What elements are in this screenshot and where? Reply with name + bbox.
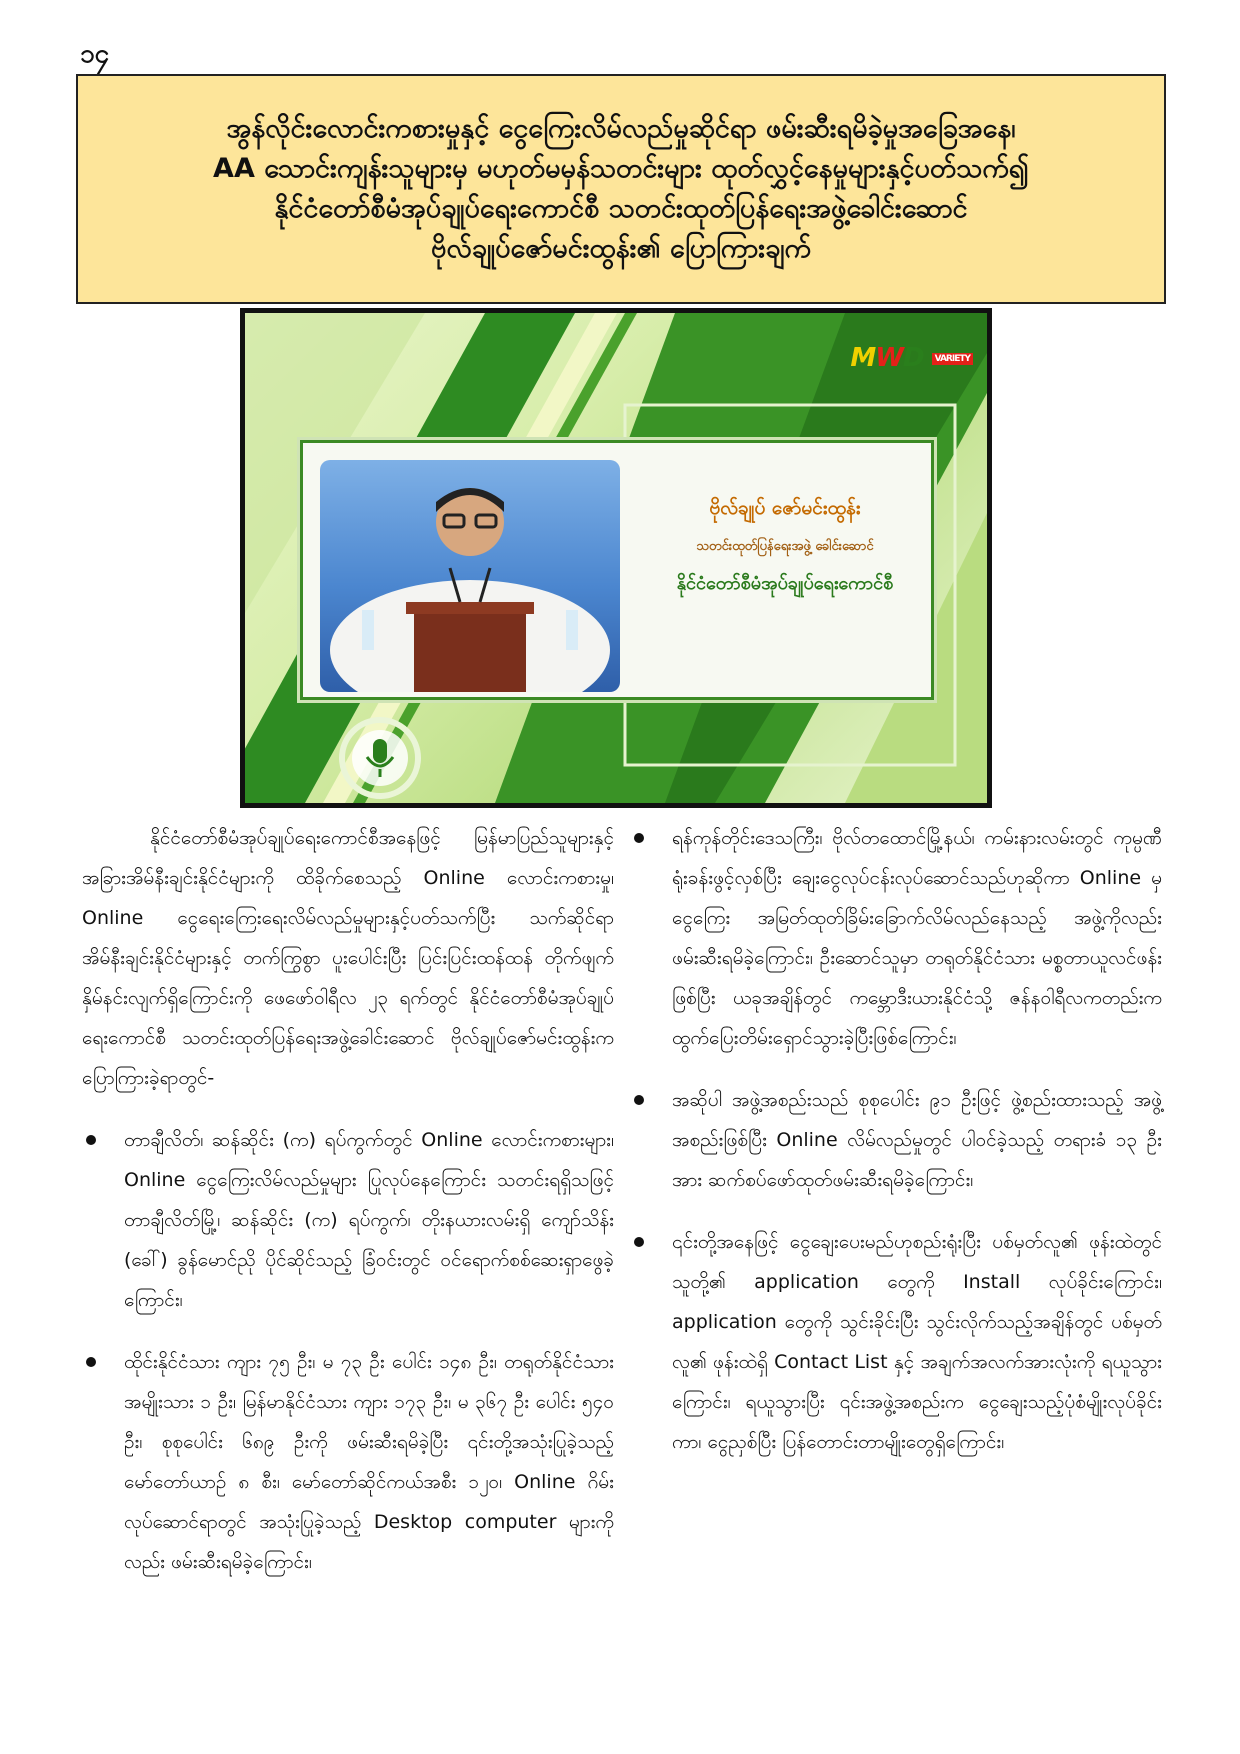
- microphone-icon: [335, 713, 425, 803]
- intro-paragraph: နိုင်ငံတော်စီမံအုပ်ချုပ်ရေးကောင်စီအနေဖြင့် မြန်မာပြည်သူများနှင့် အခြားအိမ်နီးချင်းနိုင်ငံများကို ထိခိုက်စေသည့် Online လောင်းကစားမှု၊ Online ငွေရေးကြေးရေးလိမ်လည်မှုများနှင့်ပတ်သက်ပြီး သက်ဆိုင်ရာ အိမ်နီးချင်းနိုင်ငံများနှင့် တက်ကြွစွာ ပူးပေါင်းပြီး ပြင်းပြင်းထန်ထန် တိုက်ဖျက်နှိမ်နင်းလျက်ရှိကြောင်းကို ဖေဖော်ဝါရီလ ၂၃ ရက်တွင် နိုင်ငံတော်စီမံအုပ်ချုပ်ရေးကောင်စီ သတင်းထုတ်ပြန်ရေးအဖွဲ့ခေါင်းဆောင် ဗိုလ်ချုပ်ဇော်မင်းထွန်းက ပြောကြားခဲ့ရာတွင်-: [82, 827, 614, 1089]
- bullet-icon: [86, 1357, 96, 1367]
- speaker-illustration: [320, 460, 620, 692]
- bullet-text: အဆိုပါ အဖွဲ့အစည်းသည် စုစုပေါင်း ၉၁ ဦးဖြင့် ဖွဲ့စည်းထားသည့် အဖွဲ့အစည်းဖြစ်ပြီး Online လိမ်လည်မှုတွင် ပါဝင်ခဲ့သည့် တရားခံ ၁၃ ဦးအား ဆက်စပ်ဖော်ထုတ်ဖမ်းဆီးရမိခဲ့ကြောင်း၊: [672, 1089, 1162, 1191]
- bullet-text: ထိုင်းနိုင်ငံသား ကျား ၇၅ ဦး၊ မ ၇၃ ဦး ပေါင်း ၁၄၈ ဦး၊ တရုတ်နိုင်ငံသား အမျိုးသား ၁ ဦး၊ မြန်မာနိုင်ငံသား ကျား ၁၇၃ ဦး၊ မ ၃၆၇ ဦး ပေါင်း ၅၄၀ ဦး၊ စုစုပေါင်း ၆၈၉ ဦးကို ဖမ်းဆီးရမိခဲ့ပြီး ၎င်းတို့အသုံးပြုခဲ့သည့် မော်တော်ယာဉ် ၈ စီး၊ မော်တော်ဆိုင်ကယ်အစီး ၁၂၀၊ Online ဂိမ်းလုပ်ဆောင်ရာတွင် အသုံးပြုခဲ့သည့် Desktop computer များကိုလည်း ဖမ်းဆီးရမိခဲ့ကြောင်း၊: [124, 1351, 614, 1573]
- page-number: ၁၄: [80, 39, 110, 69]
- bullet-item: [82, 1342, 614, 1582]
- bullet-text: တာချီလိတ်၊ ဆန်ဆိုင်း (က) ရပ်ကွက်တွင် Online လောင်းကစားများ၊ Online ငွေကြေးလိမ်လည်မှုများ ပြုလုပ်နေကြောင်း သတင်းရရှိသဖြင့် တာချီလိတ်မြို့၊ ဆန်ဆိုင်း (က) ရပ်ကွက်၊ တိုးနယားလမ်းရှိ ကျော်သိန်း (ခေါ်) ခွန်မောင်ညို ပိုင်ဆိုင်သည့် ခြံဝင်းတွင် ဝင်ရောက်စစ်ဆေးရှာဖွေခဲ့ကြောင်း၊: [124, 1129, 614, 1311]
- speaker-card: [297, 437, 937, 703]
- right-column: [630, 818, 1162, 1484]
- bullet-text: ၎င်းတို့အနေဖြင့် ငွေချေးပေးမည်ဟုစည်းရုံးပြီး ပစ်မှတ်လူ၏ ဖုန်းထဲတွင် သူတို့၏ application တွေကို Install လုပ်ခိုင်းကြောင်း၊ application တွေကို သွင်းခိုင်းပြီး သွင်းလိုက်သည့်အချိန်တွင် ပစ်မှတ်လူ၏ ဖုန်းထဲရှိ Contact List နှင့် အချက်အလက်အားလုံးကို ရယူသွားကြောင်း၊ ရယူသွားပြီး ၎င်းအဖွဲ့အစည်းက ငွေချေးသည့်ပုံစံမျိုးလုပ်ခိုင်းကာ၊ ငွေညှစ်ပြီး ပြန်တောင်းတာမျိုးတွေရှိကြောင်း၊: [672, 1231, 1162, 1453]
- title-line-4: ဗိုလ်ချုပ်ဇော်မင်းထွန်း၏ ပြောကြားချက်: [431, 233, 811, 264]
- bullet-item: [630, 1080, 1162, 1200]
- speaker-caption: [640, 496, 930, 612]
- left-column: [82, 818, 614, 1604]
- bullet-text: ရန်ကုန်တိုင်းဒေသကြီး၊ ဗိုလ်တထောင်မြို့နယ်၊ ကမ်းနားလမ်းတွင် ကုမ္ပဏီရုံးခန်းဖွင့်လှစ်ပြီး ချေးငွေလုပ်ငန်းလုပ်ဆောင်သည်ဟုဆိုကာ Online မှ ငွေကြေး အမြတ်ထုတ်ခြိမ်းခြောက်လိမ်လည်နေသည့် အဖွဲ့ကိုလည်း ဖမ်းဆီးရမိခဲ့ကြောင်း၊ ဦးဆောင်သူမှာ တရုတ်နိုင်ငံသား မစ္စတာယူလင်ဖန်းဖြစ်ပြီး ယခုအချိန်တွင် ကမ္ဘောဒီးယားနိုင်ငံသို့ ဇန်နဝါရီလကတည်းက ထွက်ပြေးတိမ်းရှောင်သွားခဲ့ပြီးဖြစ်ကြောင်း၊: [672, 827, 1162, 1049]
- title-box: [76, 74, 1166, 304]
- bullet-icon: [634, 833, 644, 843]
- title-line-3: နိုင်ငံတော်စီမံအုပ်ချုပ်ရေးကောင်စီ သတင်းထုတ်ပြန်ရေးအဖွဲ့ခေါင်းဆောင်: [274, 193, 968, 224]
- bullet-item: [630, 1222, 1162, 1462]
- bullet-icon: [634, 1237, 644, 1247]
- bullet-item: [630, 818, 1162, 1058]
- speaker-role: သတင်းထုတ်ပြန်ရေးအဖွဲ့ ခေါင်းဆောင်: [696, 539, 874, 554]
- bullet-icon: [86, 1135, 96, 1145]
- title-line-2: AA သောင်းကျန်းသူများမှ မဟုတ်မမှန်သတင်းများ ထုတ်လွှင့်နေမှုများနှင့်ပတ်သက်၍: [213, 153, 1029, 184]
- speaker-organization: နိုင်ငံတော်စီမံအုပ်ချုပ်ရေးကောင်စီ: [676, 573, 894, 594]
- news-photo: [240, 308, 992, 808]
- bullet-icon: [634, 1095, 644, 1105]
- speaker-name: ဗိုလ်ချုပ် ဇော်မင်းထွန်း: [709, 497, 861, 519]
- title-line-1: အွန်လိုင်းလောင်းကစားမှုနှင့် ငွေကြေးလိမ်လည်မှုဆိုင်ရာ ဖမ်းဆီးရမိခဲ့မှုအခြေအနေ၊: [226, 113, 1016, 144]
- mwd-logo: MWD VARIETY: [850, 343, 973, 373]
- speaker-photo: [320, 460, 620, 692]
- bullet-item: [82, 1120, 614, 1320]
